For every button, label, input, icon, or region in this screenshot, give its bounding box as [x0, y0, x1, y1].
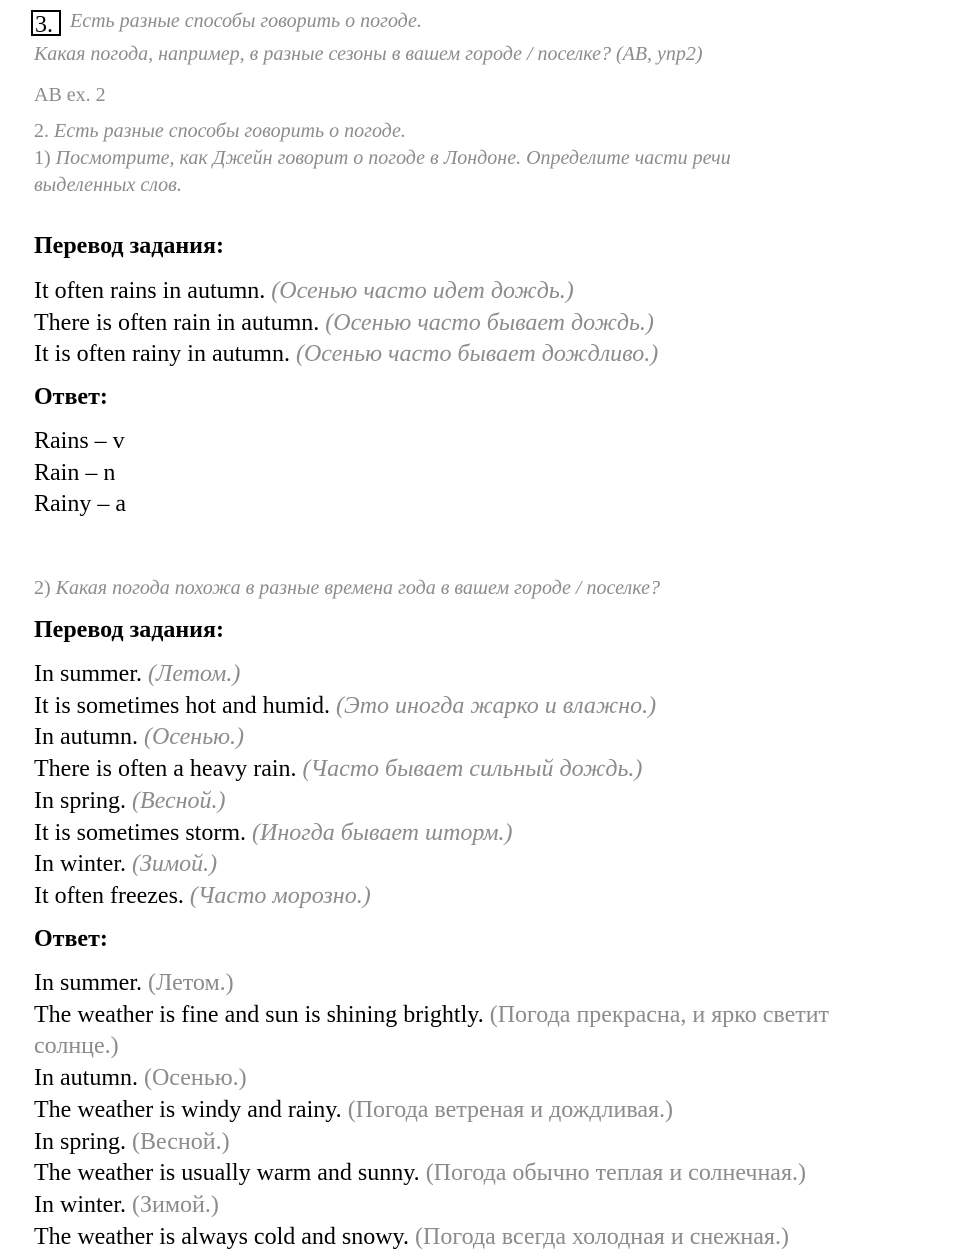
answer-ru: (Осенью.): [143, 1065, 247, 1092]
answer-ru: (Весной.): [132, 1128, 230, 1155]
translation-en: It is often rainy in autumn.: [34, 341, 290, 368]
part1-sub-text-1: Посмотрите, как Джейн говорит о погоде в Лондоне. Определите части речи: [55, 147, 731, 169]
part1-num: 2.: [34, 120, 49, 142]
answer-line: [34, 968, 829, 1000]
translation-ru: (Часто морозно.): [189, 882, 371, 909]
translation-ru: (Это иногда жарко и влажно.): [335, 692, 657, 719]
answer-line: [34, 1095, 829, 1127]
answer-line: [34, 1063, 829, 1095]
task-title-line1: Есть разные способы говорить о погоде.: [70, 10, 422, 32]
answer-en: The weather is always cold and snowy.: [34, 1223, 409, 1250]
translation-ru: (Осенью часто идет дождь.): [271, 278, 574, 304]
translation-line: [34, 339, 658, 371]
answer-ru: (Погода всегда холодная и снежная.): [415, 1223, 789, 1250]
translation-line: [34, 276, 658, 308]
translation-en: There is often rain in autumn.: [34, 309, 320, 336]
translation-ru: (Часто бывает сильный дождь.): [302, 756, 643, 783]
translation-line: [34, 818, 656, 850]
translation-line: [34, 754, 656, 786]
answer-line: [34, 1127, 829, 1159]
translation-en: It is sometimes hot and humid.: [34, 692, 330, 719]
part2-translation-list: [34, 659, 656, 913]
task-title-line2: Какая погода, например, в разные сезоны в вашем городе / поселке? (AB, упр2): [34, 43, 703, 65]
translation-ru: (Зимой.): [131, 851, 218, 878]
part1-sub-text-2: выделенных слов.: [34, 174, 182, 196]
answer-en: In spring.: [34, 1128, 126, 1155]
answer-en: The weather is windy and rainy.: [34, 1096, 342, 1123]
answer-line: [34, 1000, 829, 1032]
answer-ru: (Зимой.): [131, 1191, 219, 1218]
answer-ru: (Погода прекрасна, и ярко светит: [489, 1001, 830, 1028]
answer-ru: (Погода ветреная и дождливая.): [347, 1096, 674, 1123]
answer-line: [34, 1222, 829, 1254]
answer-ru: (Летом.): [148, 970, 234, 996]
translation-ru: (Летом.): [148, 661, 241, 687]
translation-ru: (Иногда бывает шторм.): [252, 819, 513, 846]
part2-question: [34, 575, 660, 602]
part2-answer-heading: Ответ:: [34, 926, 108, 952]
answer-line: Rains – v: [34, 428, 125, 454]
translation-line: [34, 849, 656, 881]
translation-en: It often freezes.: [34, 882, 184, 909]
part1-translation-heading: Перевод задания:: [34, 233, 224, 259]
translation-line: [34, 659, 656, 691]
part2-answer-list: [34, 968, 829, 1253]
answer-en: In winter.: [34, 1191, 126, 1218]
answer-ru: (Погода обычно теплая и солнечная.): [425, 1160, 806, 1187]
translation-ru: (Осенью.): [143, 724, 245, 751]
translation-line: [34, 308, 658, 340]
translation-line: [34, 881, 656, 913]
part1-sub: [34, 145, 731, 172]
translation-en: It is sometimes storm.: [34, 819, 246, 846]
part2-question-text: Какая погода похожа в разные времена года в вашем городе / поселке?: [55, 577, 660, 599]
answer-line: [34, 1158, 829, 1190]
translation-en: It often rains in autumn.: [34, 278, 266, 304]
translation-en: In autumn.: [34, 724, 138, 751]
part1-answer-heading: Ответ:: [34, 384, 108, 410]
task-number-box: 3.: [31, 10, 61, 36]
translation-en: There is often a heavy rain.: [34, 756, 297, 783]
answer-ru-continuation: солнце.): [34, 1033, 119, 1060]
answer-en: The weather is usually warm and sunny.: [34, 1160, 420, 1187]
part1-translation-list: [34, 276, 658, 371]
translation-ru: (Осенью часто бывает дождь.): [325, 309, 654, 336]
answer-line: [34, 1190, 829, 1222]
part2-translation-heading: Перевод задания:: [34, 617, 224, 643]
part1-intro-text: Есть разные способы говорить о погоде.: [54, 120, 406, 142]
translation-en: In winter.: [34, 851, 126, 878]
part1-intro: [34, 118, 406, 145]
part1-sub-num: 1): [34, 147, 51, 169]
answer-en: In autumn.: [34, 1065, 138, 1092]
part2-sub-num: 2): [34, 577, 51, 599]
part1-answer-list: [34, 426, 126, 521]
answer-en: In summer.: [34, 970, 142, 996]
translation-line: [34, 786, 656, 818]
translation-line: [34, 691, 656, 723]
translation-ru: (Осенью часто бывает дождливо.): [295, 341, 659, 368]
translation-en: In spring.: [34, 787, 126, 814]
translation-ru: (Весной.): [132, 787, 226, 814]
ab-reference: AB ex. 2: [34, 84, 106, 106]
answer-en: The weather is fine and sun is shining brightly.: [34, 1001, 484, 1028]
translation-line: [34, 722, 656, 754]
answer-line: Rainy – a: [34, 491, 126, 518]
answer-line: Rain – n: [34, 459, 116, 486]
translation-en: In summer.: [34, 661, 142, 687]
